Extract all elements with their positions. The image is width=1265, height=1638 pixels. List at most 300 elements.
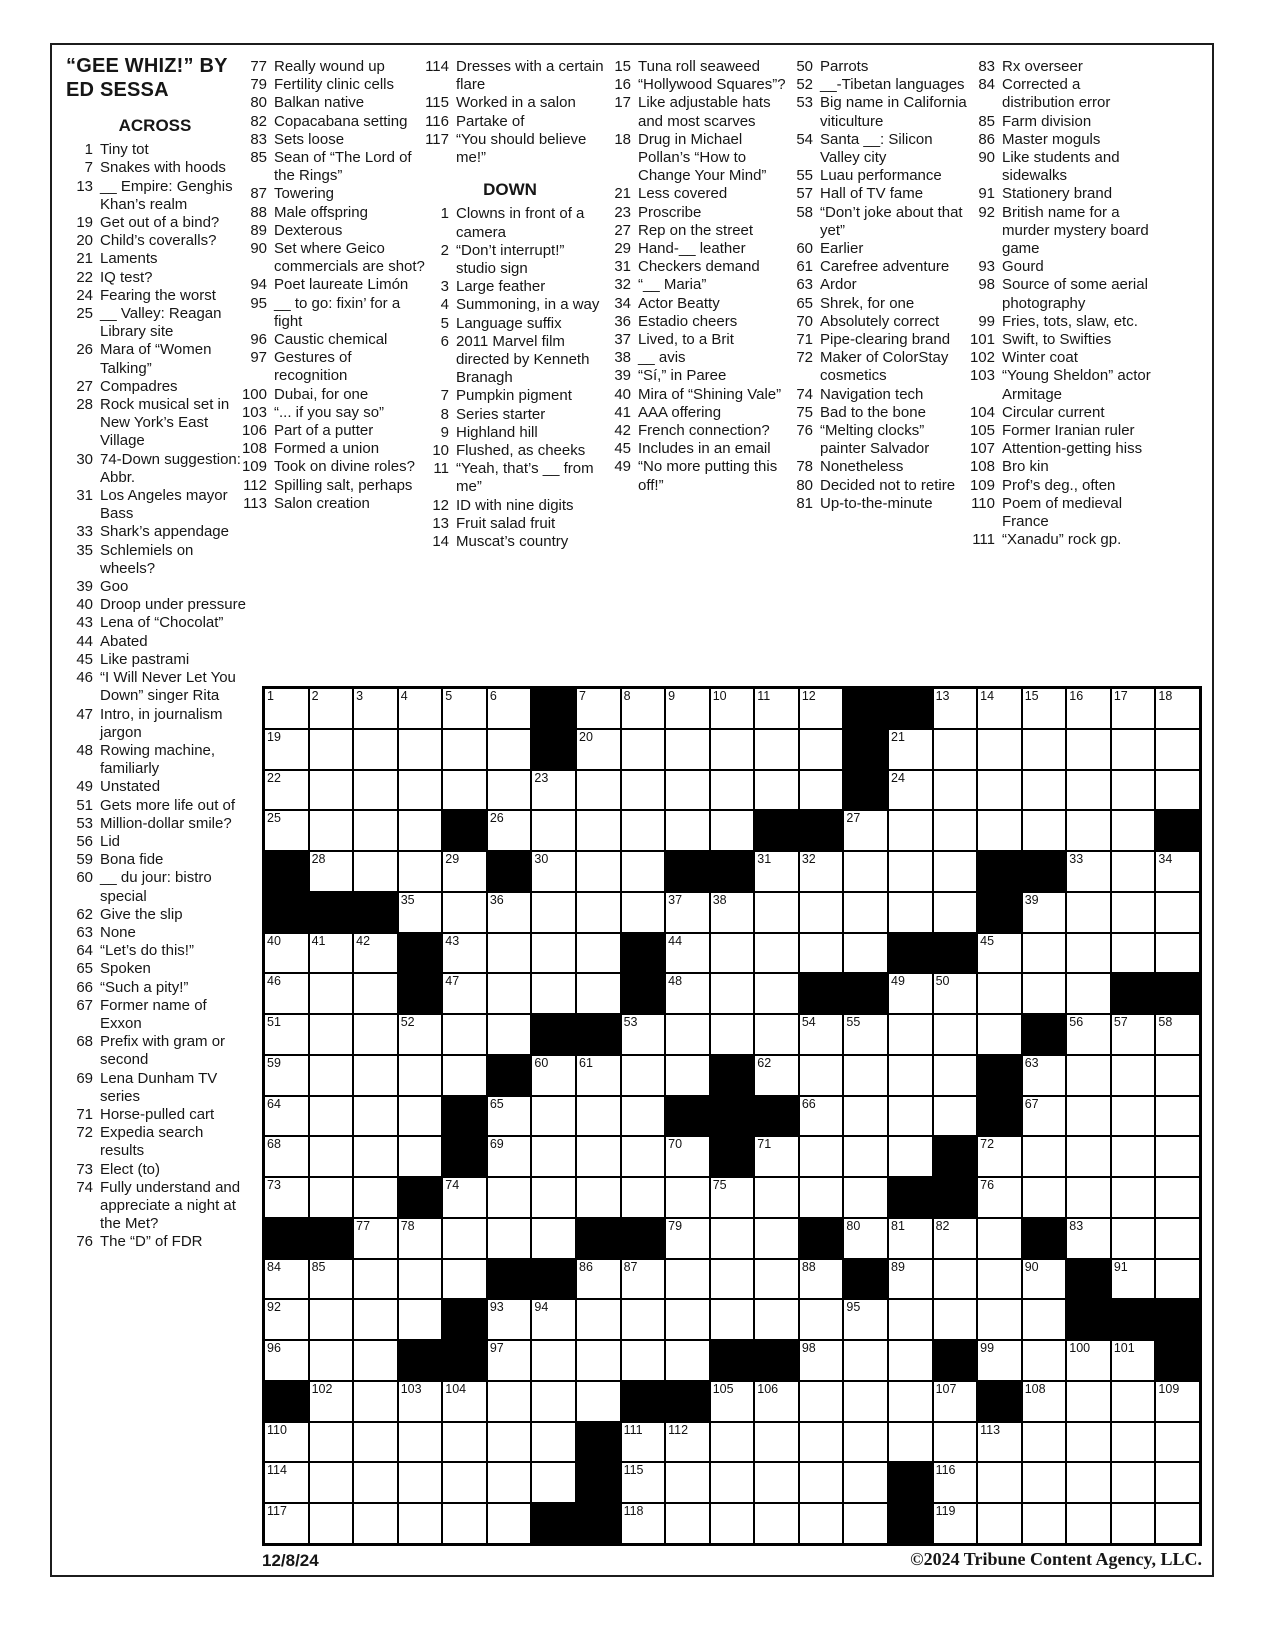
grid-cell-r19c15[interactable]: [888, 1422, 933, 1463]
grid-cell-r10c14[interactable]: [843, 1055, 888, 1096]
grid-cell-r7c5[interactable]: [442, 933, 487, 974]
grid-cell-r20c12[interactable]: [754, 1462, 799, 1503]
grid-cell-r14c19[interactable]: [1066, 1218, 1111, 1259]
grid-cell-r6c9[interactable]: [621, 892, 666, 933]
grid-cell-r6c5[interactable]: [442, 892, 487, 933]
grid-cell-r16c14[interactable]: [843, 1299, 888, 1340]
grid-cell-r18c16[interactable]: [933, 1381, 978, 1422]
grid-cell-r16c12[interactable]: [754, 1299, 799, 1340]
grid-cell-r2c10[interactable]: [665, 729, 710, 770]
grid-cell-r2c4[interactable]: [398, 729, 443, 770]
grid-cell-r20c17[interactable]: [977, 1462, 1022, 1503]
grid-cell-r9c19[interactable]: [1066, 1014, 1111, 1055]
grid-cell-r21c19[interactable]: [1066, 1503, 1111, 1544]
grid-cell-r15c5[interactable]: [442, 1259, 487, 1300]
grid-cell-r11c14[interactable]: [843, 1096, 888, 1137]
grid-cell-r12c20[interactable]: [1111, 1136, 1156, 1177]
grid-cell-r13c10[interactable]: [665, 1177, 710, 1218]
grid-cell-r5c4[interactable]: [398, 851, 443, 892]
grid-cell-r8c3[interactable]: [353, 973, 398, 1014]
grid-cell-r5c16[interactable]: [933, 851, 978, 892]
grid-cell-r13c6[interactable]: [487, 1177, 532, 1218]
grid-cell-r20c1[interactable]: [264, 1462, 309, 1503]
grid-cell-r1c21[interactable]: [1155, 688, 1200, 729]
grid-cell-r20c18[interactable]: [1022, 1462, 1067, 1503]
grid-cell-r6c4[interactable]: [398, 892, 443, 933]
grid-cell-r12c18[interactable]: [1022, 1136, 1067, 1177]
grid-cell-r9c1[interactable]: [264, 1014, 309, 1055]
grid-cell-r5c15[interactable]: [888, 851, 933, 892]
grid-cell-r14c7[interactable]: [531, 1218, 576, 1259]
grid-cell-r10c19[interactable]: [1066, 1055, 1111, 1096]
grid-cell-r1c16[interactable]: [933, 688, 978, 729]
grid-cell-r13c11[interactable]: [710, 1177, 755, 1218]
grid-cell-r14c16[interactable]: [933, 1218, 978, 1259]
grid-cell-r8c17[interactable]: [977, 973, 1022, 1014]
grid-cell-r6c7[interactable]: [531, 892, 576, 933]
grid-cell-r20c6[interactable]: [487, 1462, 532, 1503]
grid-cell-r14c3[interactable]: [353, 1218, 398, 1259]
grid-cell-r16c10[interactable]: [665, 1299, 710, 1340]
grid-cell-r16c9[interactable]: [621, 1299, 666, 1340]
grid-cell-r2c9[interactable]: [621, 729, 666, 770]
grid-cell-r15c16[interactable]: [933, 1259, 978, 1300]
grid-cell-r15c2[interactable]: [309, 1259, 354, 1300]
grid-cell-r14c5[interactable]: [442, 1218, 487, 1259]
grid-cell-r7c3[interactable]: [353, 933, 398, 974]
grid-cell-r15c4[interactable]: [398, 1259, 443, 1300]
grid-cell-r21c13[interactable]: [799, 1503, 844, 1544]
grid-cell-r9c6[interactable]: [487, 1014, 532, 1055]
grid-cell-r3c2[interactable]: [309, 770, 354, 811]
grid-cell-r9c2[interactable]: [309, 1014, 354, 1055]
grid-cell-r8c12[interactable]: [754, 973, 799, 1014]
grid-cell-r10c2[interactable]: [309, 1055, 354, 1096]
grid-cell-r7c6[interactable]: [487, 933, 532, 974]
grid-cell-r21c5[interactable]: [442, 1503, 487, 1544]
grid-cell-r17c20[interactable]: [1111, 1340, 1156, 1381]
grid-cell-r13c5[interactable]: [442, 1177, 487, 1218]
grid-cell-r21c4[interactable]: [398, 1503, 443, 1544]
grid-cell-r8c15[interactable]: [888, 973, 933, 1014]
grid-cell-r14c6[interactable]: [487, 1218, 532, 1259]
grid-cell-r2c6[interactable]: [487, 729, 532, 770]
grid-cell-r4c3[interactable]: [353, 810, 398, 851]
grid-cell-r5c8[interactable]: [576, 851, 621, 892]
grid-cell-r10c18[interactable]: [1022, 1055, 1067, 1096]
grid-cell-r21c2[interactable]: [309, 1503, 354, 1544]
grid-cell-r18c6[interactable]: [487, 1381, 532, 1422]
grid-cell-r18c2[interactable]: [309, 1381, 354, 1422]
grid-cell-r14c10[interactable]: [665, 1218, 710, 1259]
grid-cell-r18c14[interactable]: [843, 1381, 888, 1422]
grid-cell-r1c12[interactable]: [754, 688, 799, 729]
grid-cell-r1c18[interactable]: [1022, 688, 1067, 729]
grid-cell-r13c8[interactable]: [576, 1177, 621, 1218]
grid-cell-r19c2[interactable]: [309, 1422, 354, 1463]
grid-cell-r8c10[interactable]: [665, 973, 710, 1014]
grid-cell-r13c3[interactable]: [353, 1177, 398, 1218]
grid-cell-r20c7[interactable]: [531, 1462, 576, 1503]
grid-cell-r12c17[interactable]: [977, 1136, 1022, 1177]
grid-cell-r17c18[interactable]: [1022, 1340, 1067, 1381]
grid-cell-r21c11[interactable]: [710, 1503, 755, 1544]
grid-cell-r8c5[interactable]: [442, 973, 487, 1014]
grid-cell-r17c19[interactable]: [1066, 1340, 1111, 1381]
grid-cell-r1c11[interactable]: [710, 688, 755, 729]
grid-cell-r12c10[interactable]: [665, 1136, 710, 1177]
grid-cell-r3c20[interactable]: [1111, 770, 1156, 811]
grid-cell-r20c20[interactable]: [1111, 1462, 1156, 1503]
grid-cell-r11c18[interactable]: [1022, 1096, 1067, 1137]
grid-cell-r12c21[interactable]: [1155, 1136, 1200, 1177]
grid-cell-r17c2[interactable]: [309, 1340, 354, 1381]
grid-cell-r1c2[interactable]: [309, 688, 354, 729]
grid-cell-r16c13[interactable]: [799, 1299, 844, 1340]
grid-cell-r3c21[interactable]: [1155, 770, 1200, 811]
grid-cell-r12c14[interactable]: [843, 1136, 888, 1177]
grid-cell-r7c18[interactable]: [1022, 933, 1067, 974]
grid-cell-r5c19[interactable]: [1066, 851, 1111, 892]
grid-cell-r15c10[interactable]: [665, 1259, 710, 1300]
grid-cell-r7c10[interactable]: [665, 933, 710, 974]
grid-cell-r3c19[interactable]: [1066, 770, 1111, 811]
grid-cell-r12c1[interactable]: [264, 1136, 309, 1177]
grid-cell-r13c21[interactable]: [1155, 1177, 1200, 1218]
grid-cell-r7c11[interactable]: [710, 933, 755, 974]
grid-cell-r20c13[interactable]: [799, 1462, 844, 1503]
grid-cell-r6c21[interactable]: [1155, 892, 1200, 933]
grid-cell-r14c21[interactable]: [1155, 1218, 1200, 1259]
grid-cell-r3c12[interactable]: [754, 770, 799, 811]
grid-cell-r21c20[interactable]: [1111, 1503, 1156, 1544]
grid-cell-r19c13[interactable]: [799, 1422, 844, 1463]
grid-cell-r21c14[interactable]: [843, 1503, 888, 1544]
grid-cell-r19c7[interactable]: [531, 1422, 576, 1463]
grid-cell-r16c15[interactable]: [888, 1299, 933, 1340]
grid-cell-r21c12[interactable]: [754, 1503, 799, 1544]
grid-cell-r16c7[interactable]: [531, 1299, 576, 1340]
grid-cell-r17c10[interactable]: [665, 1340, 710, 1381]
grid-cell-r12c2[interactable]: [309, 1136, 354, 1177]
grid-cell-r4c14[interactable]: [843, 810, 888, 851]
grid-cell-r12c12[interactable]: [754, 1136, 799, 1177]
grid-cell-r8c19[interactable]: [1066, 973, 1111, 1014]
grid-cell-r5c20[interactable]: [1111, 851, 1156, 892]
grid-cell-r6c14[interactable]: [843, 892, 888, 933]
grid-cell-r21c10[interactable]: [665, 1503, 710, 1544]
grid-cell-r3c5[interactable]: [442, 770, 487, 811]
grid-cell-r4c17[interactable]: [977, 810, 1022, 851]
grid-cell-r3c9[interactable]: [621, 770, 666, 811]
grid-cell-r10c13[interactable]: [799, 1055, 844, 1096]
grid-cell-r16c1[interactable]: [264, 1299, 309, 1340]
grid-cell-r19c18[interactable]: [1022, 1422, 1067, 1463]
grid-cell-r18c3[interactable]: [353, 1381, 398, 1422]
grid-cell-r12c6[interactable]: [487, 1136, 532, 1177]
grid-cell-r11c1[interactable]: [264, 1096, 309, 1137]
grid-cell-r19c21[interactable]: [1155, 1422, 1200, 1463]
grid-cell-r13c20[interactable]: [1111, 1177, 1156, 1218]
grid-cell-r5c3[interactable]: [353, 851, 398, 892]
grid-cell-r16c16[interactable]: [933, 1299, 978, 1340]
grid-cell-r6c6[interactable]: [487, 892, 532, 933]
grid-cell-r21c21[interactable]: [1155, 1503, 1200, 1544]
grid-cell-r8c6[interactable]: [487, 973, 532, 1014]
grid-cell-r13c18[interactable]: [1022, 1177, 1067, 1218]
grid-cell-r17c8[interactable]: [576, 1340, 621, 1381]
grid-cell-r18c20[interactable]: [1111, 1381, 1156, 1422]
grid-cell-r6c13[interactable]: [799, 892, 844, 933]
grid-cell-r3c16[interactable]: [933, 770, 978, 811]
grid-cell-r5c21[interactable]: [1155, 851, 1200, 892]
grid-cell-r13c14[interactable]: [843, 1177, 888, 1218]
grid-cell-r19c19[interactable]: [1066, 1422, 1111, 1463]
grid-cell-r2c21[interactable]: [1155, 729, 1200, 770]
grid-cell-r1c3[interactable]: [353, 688, 398, 729]
grid-cell-r18c8[interactable]: [576, 1381, 621, 1422]
grid-cell-r5c12[interactable]: [754, 851, 799, 892]
grid-cell-r3c1[interactable]: [264, 770, 309, 811]
grid-cell-r14c20[interactable]: [1111, 1218, 1156, 1259]
grid-cell-r19c9[interactable]: [621, 1422, 666, 1463]
grid-cell-r11c19[interactable]: [1066, 1096, 1111, 1137]
grid-cell-r9c3[interactable]: [353, 1014, 398, 1055]
grid-cell-r21c18[interactable]: [1022, 1503, 1067, 1544]
grid-cell-r9c13[interactable]: [799, 1014, 844, 1055]
grid-cell-r20c14[interactable]: [843, 1462, 888, 1503]
grid-cell-r3c6[interactable]: [487, 770, 532, 811]
grid-cell-r6c12[interactable]: [754, 892, 799, 933]
grid-cell-r11c3[interactable]: [353, 1096, 398, 1137]
grid-cell-r7c20[interactable]: [1111, 933, 1156, 974]
grid-cell-r16c6[interactable]: [487, 1299, 532, 1340]
grid-cell-r14c17[interactable]: [977, 1218, 1022, 1259]
grid-cell-r2c11[interactable]: [710, 729, 755, 770]
grid-cell-r7c1[interactable]: [264, 933, 309, 974]
grid-cell-r9c12[interactable]: [754, 1014, 799, 1055]
grid-cell-r1c8[interactable]: [576, 688, 621, 729]
grid-cell-r15c12[interactable]: [754, 1259, 799, 1300]
grid-cell-r1c5[interactable]: [442, 688, 487, 729]
grid-cell-r8c11[interactable]: [710, 973, 755, 1014]
grid-cell-r18c13[interactable]: [799, 1381, 844, 1422]
grid-cell-r10c10[interactable]: [665, 1055, 710, 1096]
grid-cell-r15c20[interactable]: [1111, 1259, 1156, 1300]
grid-cell-r12c9[interactable]: [621, 1136, 666, 1177]
grid-cell-r7c12[interactable]: [754, 933, 799, 974]
grid-cell-r16c18[interactable]: [1022, 1299, 1067, 1340]
grid-cell-r3c18[interactable]: [1022, 770, 1067, 811]
grid-cell-r10c21[interactable]: [1155, 1055, 1200, 1096]
grid-cell-r13c19[interactable]: [1066, 1177, 1111, 1218]
grid-cell-r11c2[interactable]: [309, 1096, 354, 1137]
grid-cell-r5c14[interactable]: [843, 851, 888, 892]
grid-cell-r3c13[interactable]: [799, 770, 844, 811]
grid-cell-r4c7[interactable]: [531, 810, 576, 851]
grid-cell-r6c18[interactable]: [1022, 892, 1067, 933]
grid-cell-r8c18[interactable]: [1022, 973, 1067, 1014]
grid-cell-r7c17[interactable]: [977, 933, 1022, 974]
grid-cell-r9c5[interactable]: [442, 1014, 487, 1055]
grid-cell-r17c9[interactable]: [621, 1340, 666, 1381]
grid-cell-r21c1[interactable]: [264, 1503, 309, 1544]
grid-cell-r3c17[interactable]: [977, 770, 1022, 811]
grid-cell-r11c20[interactable]: [1111, 1096, 1156, 1137]
grid-cell-r9c9[interactable]: [621, 1014, 666, 1055]
grid-cell-r11c8[interactable]: [576, 1096, 621, 1137]
grid-cell-r17c17[interactable]: [977, 1340, 1022, 1381]
grid-cell-r21c6[interactable]: [487, 1503, 532, 1544]
grid-cell-r20c21[interactable]: [1155, 1462, 1200, 1503]
grid-cell-r21c9[interactable]: [621, 1503, 666, 1544]
grid-cell-r3c15[interactable]: [888, 770, 933, 811]
grid-cell-r20c4[interactable]: [398, 1462, 443, 1503]
grid-cell-r10c1[interactable]: [264, 1055, 309, 1096]
grid-cell-r20c19[interactable]: [1066, 1462, 1111, 1503]
grid-cell-r4c10[interactable]: [665, 810, 710, 851]
grid-cell-r10c16[interactable]: [933, 1055, 978, 1096]
grid-cell-r4c1[interactable]: [264, 810, 309, 851]
grid-cell-r16c4[interactable]: [398, 1299, 443, 1340]
grid-cell-r18c7[interactable]: [531, 1381, 576, 1422]
grid-cell-r10c4[interactable]: [398, 1055, 443, 1096]
grid-cell-r4c9[interactable]: [621, 810, 666, 851]
grid-cell-r13c13[interactable]: [799, 1177, 844, 1218]
grid-cell-r11c4[interactable]: [398, 1096, 443, 1137]
grid-cell-r7c14[interactable]: [843, 933, 888, 974]
grid-cell-r11c7[interactable]: [531, 1096, 576, 1137]
grid-cell-r14c12[interactable]: [754, 1218, 799, 1259]
grid-cell-r12c15[interactable]: [888, 1136, 933, 1177]
grid-cell-r1c4[interactable]: [398, 688, 443, 729]
grid-cell-r4c20[interactable]: [1111, 810, 1156, 851]
grid-cell-r12c3[interactable]: [353, 1136, 398, 1177]
grid-cell-r15c21[interactable]: [1155, 1259, 1200, 1300]
grid-cell-r10c8[interactable]: [576, 1055, 621, 1096]
grid-cell-r7c7[interactable]: [531, 933, 576, 974]
grid-cell-r10c7[interactable]: [531, 1055, 576, 1096]
grid-cell-r6c8[interactable]: [576, 892, 621, 933]
grid-cell-r19c10[interactable]: [665, 1422, 710, 1463]
grid-cell-r2c8[interactable]: [576, 729, 621, 770]
grid-cell-r2c18[interactable]: [1022, 729, 1067, 770]
grid-cell-r11c16[interactable]: [933, 1096, 978, 1137]
grid-cell-r6c15[interactable]: [888, 892, 933, 933]
grid-cell-r19c6[interactable]: [487, 1422, 532, 1463]
grid-cell-r13c9[interactable]: [621, 1177, 666, 1218]
grid-cell-r19c5[interactable]: [442, 1422, 487, 1463]
grid-cell-r15c13[interactable]: [799, 1259, 844, 1300]
grid-cell-r2c16[interactable]: [933, 729, 978, 770]
grid-cell-r15c1[interactable]: [264, 1259, 309, 1300]
grid-cell-r16c3[interactable]: [353, 1299, 398, 1340]
grid-cell-r4c8[interactable]: [576, 810, 621, 851]
grid-cell-r15c8[interactable]: [576, 1259, 621, 1300]
grid-cell-r2c2[interactable]: [309, 729, 354, 770]
grid-cell-r15c11[interactable]: [710, 1259, 755, 1300]
grid-cell-r19c4[interactable]: [398, 1422, 443, 1463]
grid-cell-r1c10[interactable]: [665, 688, 710, 729]
grid-cell-r3c8[interactable]: [576, 770, 621, 811]
grid-cell-r2c19[interactable]: [1066, 729, 1111, 770]
grid-cell-r13c1[interactable]: [264, 1177, 309, 1218]
grid-cell-r3c7[interactable]: [531, 770, 576, 811]
grid-cell-r16c2[interactable]: [309, 1299, 354, 1340]
grid-cell-r12c19[interactable]: [1066, 1136, 1111, 1177]
grid-cell-r4c19[interactable]: [1066, 810, 1111, 851]
grid-cell-r12c13[interactable]: [799, 1136, 844, 1177]
grid-cell-r18c15[interactable]: [888, 1381, 933, 1422]
grid-cell-r2c5[interactable]: [442, 729, 487, 770]
grid-cell-r19c14[interactable]: [843, 1422, 888, 1463]
grid-cell-r9c11[interactable]: [710, 1014, 755, 1055]
grid-cell-r1c6[interactable]: [487, 688, 532, 729]
grid-cell-r3c3[interactable]: [353, 770, 398, 811]
grid-cell-r19c11[interactable]: [710, 1422, 755, 1463]
grid-cell-r4c16[interactable]: [933, 810, 978, 851]
grid-cell-r1c17[interactable]: [977, 688, 1022, 729]
grid-cell-r12c4[interactable]: [398, 1136, 443, 1177]
grid-cell-r14c11[interactable]: [710, 1218, 755, 1259]
grid-cell-r6c11[interactable]: [710, 892, 755, 933]
grid-cell-r16c17[interactable]: [977, 1299, 1022, 1340]
grid-cell-r6c10[interactable]: [665, 892, 710, 933]
grid-cell-r19c20[interactable]: [1111, 1422, 1156, 1463]
grid-cell-r12c7[interactable]: [531, 1136, 576, 1177]
grid-cell-r4c2[interactable]: [309, 810, 354, 851]
grid-cell-r16c11[interactable]: [710, 1299, 755, 1340]
grid-cell-r19c16[interactable]: [933, 1422, 978, 1463]
grid-cell-r6c19[interactable]: [1066, 892, 1111, 933]
grid-cell-r19c3[interactable]: [353, 1422, 398, 1463]
grid-cell-r15c17[interactable]: [977, 1259, 1022, 1300]
grid-cell-r10c9[interactable]: [621, 1055, 666, 1096]
grid-cell-r1c13[interactable]: [799, 688, 844, 729]
grid-cell-r3c10[interactable]: [665, 770, 710, 811]
grid-cell-r4c11[interactable]: [710, 810, 755, 851]
grid-cell-r20c11[interactable]: [710, 1462, 755, 1503]
grid-cell-r20c3[interactable]: [353, 1462, 398, 1503]
grid-cell-r16c8[interactable]: [576, 1299, 621, 1340]
grid-cell-r10c20[interactable]: [1111, 1055, 1156, 1096]
grid-cell-r1c1[interactable]: [264, 688, 309, 729]
grid-cell-r20c10[interactable]: [665, 1462, 710, 1503]
grid-cell-r18c5[interactable]: [442, 1381, 487, 1422]
grid-cell-r5c7[interactable]: [531, 851, 576, 892]
grid-cell-r21c17[interactable]: [977, 1503, 1022, 1544]
grid-cell-r2c17[interactable]: [977, 729, 1022, 770]
grid-cell-r7c13[interactable]: [799, 933, 844, 974]
grid-cell-r9c20[interactable]: [1111, 1014, 1156, 1055]
grid-cell-r2c3[interactable]: [353, 729, 398, 770]
grid-cell-r18c21[interactable]: [1155, 1381, 1200, 1422]
grid-cell-r9c15[interactable]: [888, 1014, 933, 1055]
grid-cell-r17c3[interactable]: [353, 1340, 398, 1381]
grid-cell-r19c17[interactable]: [977, 1422, 1022, 1463]
grid-cell-r15c18[interactable]: [1022, 1259, 1067, 1300]
grid-cell-r12c8[interactable]: [576, 1136, 621, 1177]
grid-cell-r19c1[interactable]: [264, 1422, 309, 1463]
grid-cell-r21c3[interactable]: [353, 1503, 398, 1544]
grid-cell-r11c9[interactable]: [621, 1096, 666, 1137]
grid-cell-r11c21[interactable]: [1155, 1096, 1200, 1137]
grid-cell-r2c1[interactable]: [264, 729, 309, 770]
grid-cell-r3c11[interactable]: [710, 770, 755, 811]
grid-cell-r17c6[interactable]: [487, 1340, 532, 1381]
grid-cell-r5c9[interactable]: [621, 851, 666, 892]
grid-cell-r9c21[interactable]: [1155, 1014, 1200, 1055]
